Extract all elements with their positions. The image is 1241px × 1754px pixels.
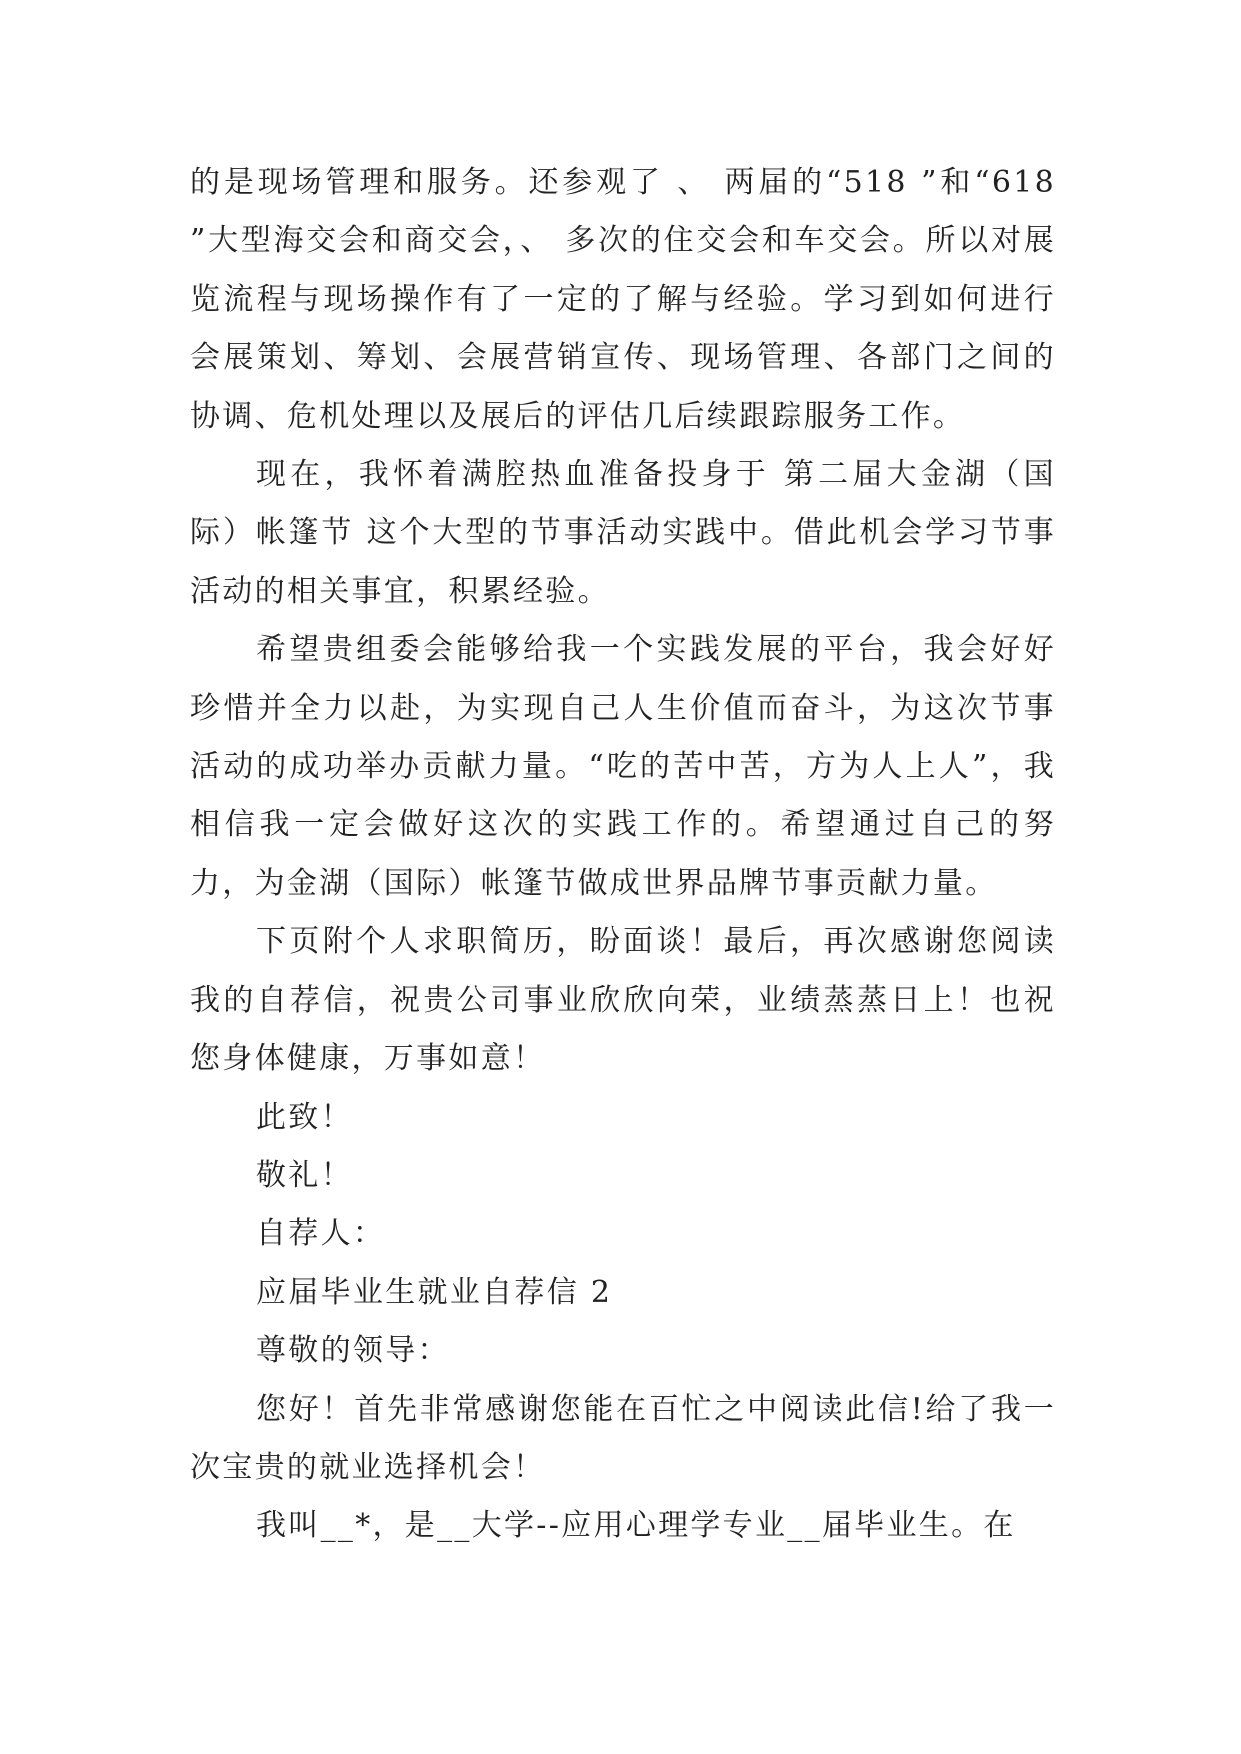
paragraph-letter-2-self-intro: 我叫__*，是__大学--应用心理学专业__届毕业生。在: [256, 1508, 1016, 1544]
paragraph-closing-thanks: 下页附个人求职简历，盼面谈！最后，再次感谢您阅读我的自荐信，祝贵公司事业欣欣向荣，业绩蒸蒸日上！也祝您身体健康，万事如意！: [190, 924, 1056, 1077]
paragraph-hope: 希望贵组委会能够给我一个实践发展的平台，我会好好珍惜并全力以赴，为实现自己人生价值而奋斗，为这次节事活动的成功举办贡献力量。“吃的苦中苦，方为人上人”，我相信我一定会做好这次的实践工作的。希望通过自己的努力，为金湖（国际）帐篷节做成世界品牌节事贡献力量。: [190, 632, 1056, 901]
letter-body: [190, 154, 1056, 1556]
signature-line: 自荐人：: [256, 1216, 386, 1252]
paragraph-tent-festival: 现在，我怀着满腔热血准备投身于 第二届大金湖（国际）帐篷节 这个大型的节事活动实践中。借此机会学习节事活动的相关事宜，积累经验。: [190, 457, 1056, 609]
paragraph-exhibition-experience: 的是现场管理和服务。还参观了 、 两届的“518 ”和“618 ”大型海交会和商交会，、 多次的住交会和车交会。所以对展览流程与现场操作有了一定的了解与经验。学习到如何进行会展策划、筹划、会展营销宣传、现场管理、各部门之间的协调、危机处理以及展后的评估几后续跟踪服务工作。: [190, 165, 1056, 434]
letter-2-title: 应届毕业生就业自荐信 2: [256, 1274, 613, 1310]
salutation-cizhi: 此致！: [256, 1099, 353, 1135]
paragraph-letter-2-intro: 您好！首先非常感谢您能在百忙之中阅读此信!给了我一次宝贵的就业选择机会！: [190, 1391, 1056, 1485]
salutation-jingli: 敬礼！: [256, 1157, 353, 1193]
letter-2-greeting: 尊敬的领导：: [256, 1333, 450, 1369]
